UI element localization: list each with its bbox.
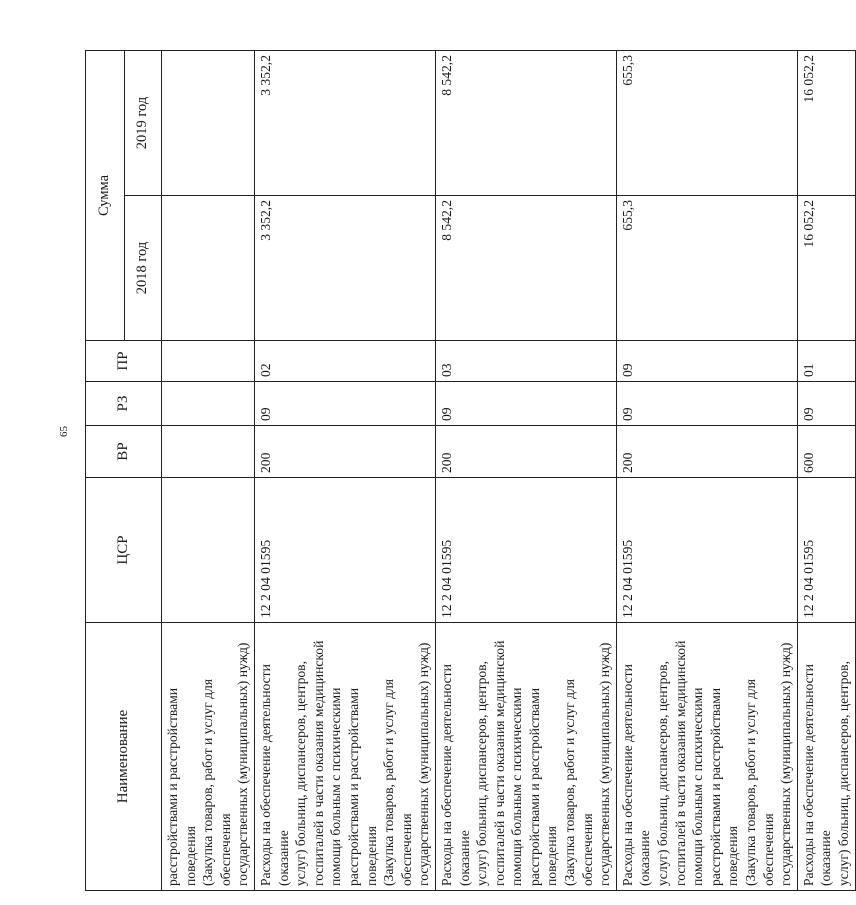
row-pr: 09 <box>616 341 797 382</box>
row-sum-2019: 16 052,2 <box>797 51 855 196</box>
header-sum: Сумма <box>86 51 125 341</box>
row-rz: 09 <box>616 382 797 426</box>
header-year-2018: 2018 год <box>125 196 162 341</box>
row-csr: 12 2 04 01595 <box>435 478 616 623</box>
table-row <box>616 51 797 891</box>
header-pr: ПР <box>86 341 162 382</box>
table-row <box>797 51 855 891</box>
header-year-2019: 2019 год <box>125 51 162 196</box>
row-pr: 03 <box>435 341 616 382</box>
row-rz: 09 <box>797 382 855 426</box>
row-name: Расходы на обеспечение деятельности (оказание услуг) больниц, диспансеров, центров, госпиталей в части оказания медицинской помощи больным с психическими расстройствами и расстройствами поведения (Закупка товаров, работ и услуг для обеспечения государственных (муниципальных) нужд) <box>435 623 616 891</box>
header-name: Наименование <box>86 623 162 891</box>
row-sum-2018: 3 352,2 <box>254 196 435 341</box>
row-csr: 12 2 04 01595 <box>797 478 855 623</box>
row-vr <box>162 426 255 478</box>
row-sum-2019: 3 352,2 <box>254 51 435 196</box>
row-pr: 02 <box>254 341 435 382</box>
header-rz: РЗ <box>86 382 162 426</box>
header-csr: ЦСР <box>86 478 162 623</box>
row-sum-2018 <box>162 196 255 341</box>
row-sum-2018: 8 542,2 <box>435 196 616 341</box>
row-name: расстройствами и расстройствами поведения (Закупка товаров, работ и услуг для обеспечения государственных (муниципальных) нужд) <box>162 623 255 891</box>
row-sum-2018: 655,3 <box>616 196 797 341</box>
row-pr: 01 <box>797 341 855 382</box>
row-sum-2019: 8 542,2 <box>435 51 616 196</box>
row-vr: 200 <box>435 426 616 478</box>
page-number: 65 <box>58 426 70 437</box>
row-sum-2019 <box>162 51 255 196</box>
row-csr <box>162 478 255 623</box>
row-rz: 09 <box>254 382 435 426</box>
row-rz <box>162 382 255 426</box>
rotated-table-container <box>85 51 851 891</box>
table-row <box>162 51 255 891</box>
row-sum-2019: 655,3 <box>616 51 797 196</box>
row-pr <box>162 341 255 382</box>
table-row <box>254 51 435 891</box>
row-vr: 200 <box>254 426 435 478</box>
table-row <box>435 51 616 891</box>
row-rz: 09 <box>435 382 616 426</box>
row-sum-2018: 16 052,2 <box>797 196 855 341</box>
header-vr: ВР <box>86 426 162 478</box>
row-name: Расходы на обеспечение деятельности (оказание услуг) больниц, диспансеров, центров, <box>797 623 855 891</box>
row-name: Расходы на обеспечение деятельности (оказание услуг) больниц, диспансеров, центров, госпиталей в части оказания медицинской помощи больным с психическими расстройствами и расстройствами поведения (Закупка товаров, работ и услуг для обеспечения государственных (муниципальных) нужд) <box>254 623 435 891</box>
row-csr: 12 2 04 01595 <box>616 478 797 623</box>
row-name: Расходы на обеспечение деятельности (оказание услуг) больниц, диспансеров, центров, госпиталей в части оказания медицинской помощи больным с психическими расстройствами и расстройствами поведения (Закупка товаров, работ и услуг для обеспечения государственных (муниципальных) нужд) <box>616 623 797 891</box>
row-vr: 200 <box>616 426 797 478</box>
row-vr: 600 <box>797 426 855 478</box>
budget-table <box>85 50 856 891</box>
row-csr: 12 2 04 01595 <box>254 478 435 623</box>
